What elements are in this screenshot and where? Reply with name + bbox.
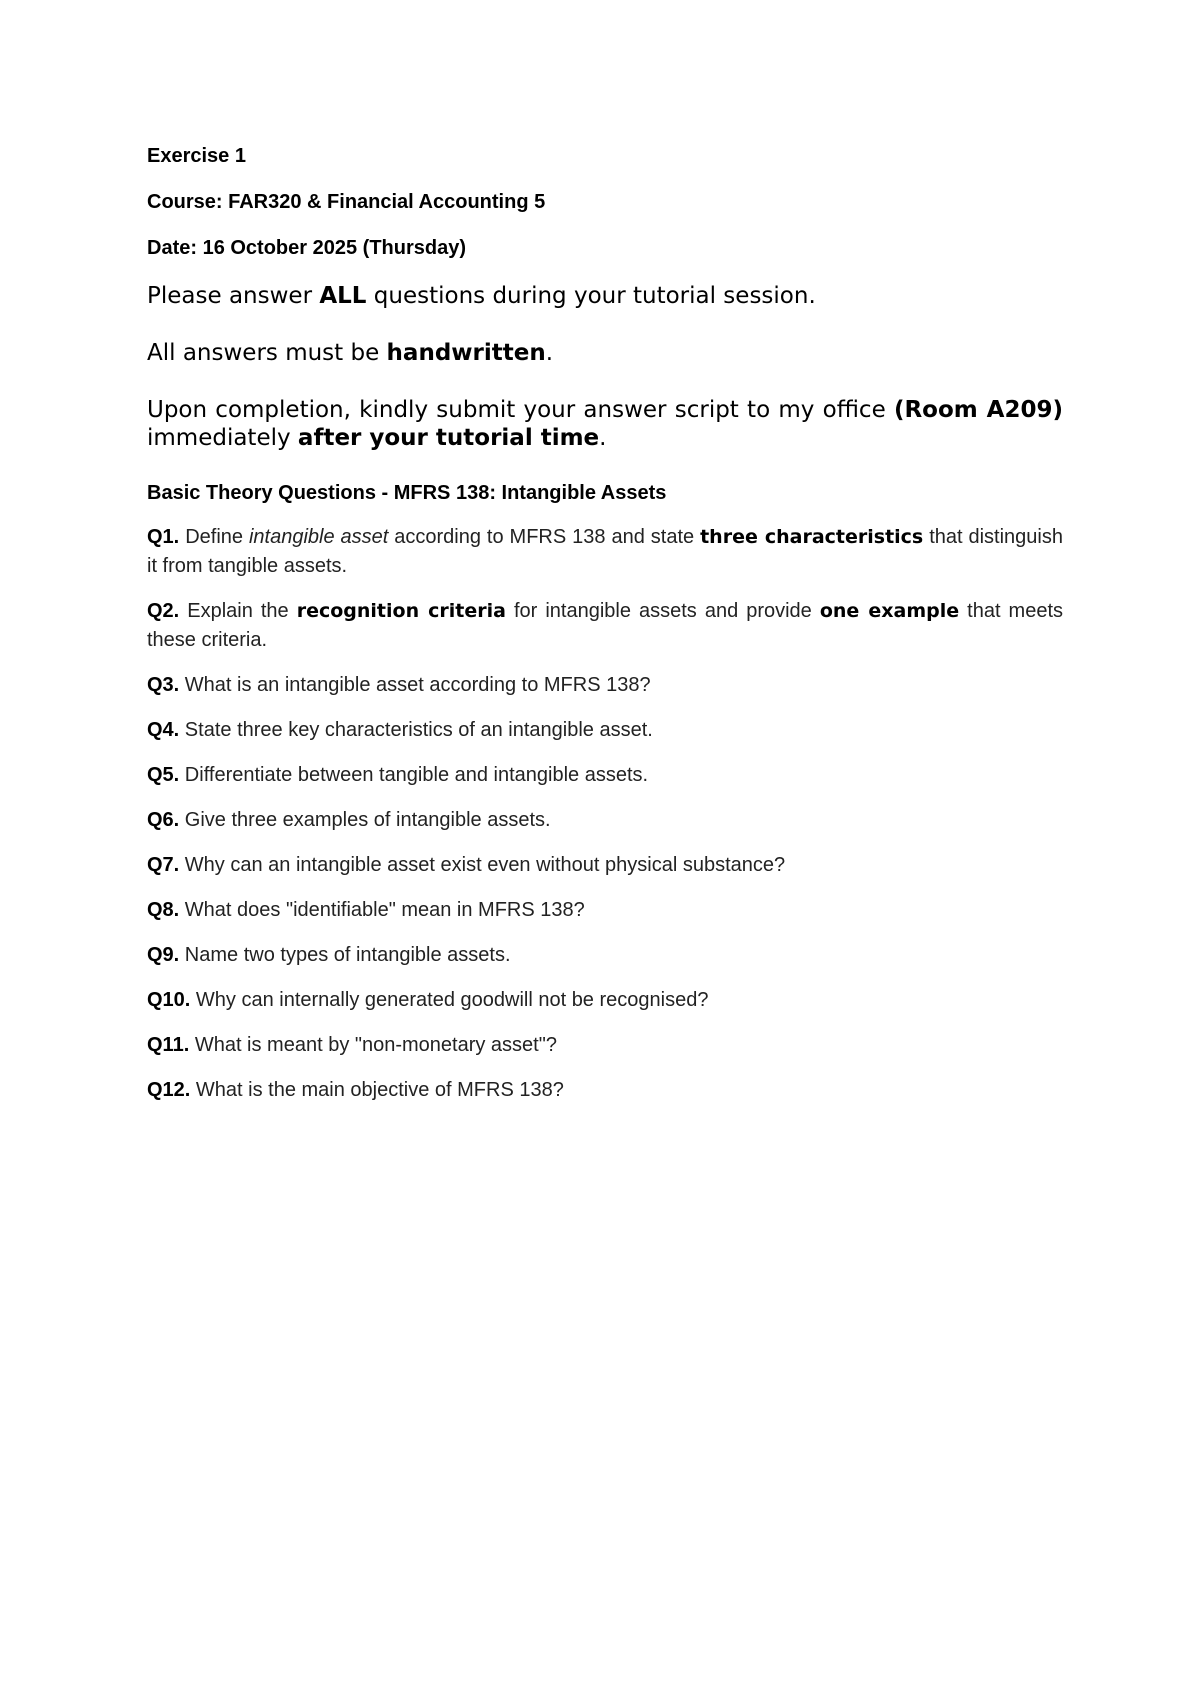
- question-text: Explain the: [179, 600, 297, 622]
- question-text: What is meant by "non-monetary asset"?: [189, 1034, 557, 1056]
- question-text: What does "identifiable" mean in MFRS 138?: [179, 899, 585, 921]
- question-6: [147, 806, 1063, 835]
- question-text: Give three examples of intangible assets.: [179, 809, 551, 831]
- question-text: that meets these criteria.: [147, 600, 1063, 651]
- instruction-text: .: [545, 340, 554, 366]
- question-text: Define: [179, 526, 249, 548]
- question-number: Q8.: [147, 899, 180, 921]
- instruction-answer-all: [147, 282, 1063, 310]
- question-term: intangible asset: [248, 526, 389, 548]
- question-1: [147, 523, 1063, 581]
- question-10: [147, 986, 1063, 1015]
- question-text: Differentiate between tangible and intangible assets.: [179, 764, 649, 786]
- question-text: that distinguish it from tangible assets.: [147, 526, 1063, 577]
- section-title: Basic Theory Questions - MFRS 138: Intangible Assets: [147, 482, 667, 504]
- instruction-emphasis: handwritten: [386, 340, 546, 366]
- question-7: [147, 851, 1063, 880]
- question-number: Q6.: [147, 809, 180, 831]
- course-line: Course: FAR320 & Financial Accounting 5: [147, 191, 546, 213]
- question-text: State three key characteristics of an intangible asset.: [179, 719, 653, 741]
- instruction-text: immediately: [147, 425, 298, 451]
- question-3: [147, 671, 1063, 700]
- instruction-submission: [147, 396, 1063, 452]
- question-11: [147, 1031, 1063, 1060]
- question-5: [147, 761, 1063, 790]
- question-emphasis: one example: [819, 600, 960, 622]
- date-line: Date: 16 October 2025 (Thursday): [147, 237, 466, 259]
- instruction-handwritten: [147, 339, 1063, 367]
- question-emphasis: three characteristics: [700, 526, 924, 548]
- question-text: Why can an intangible asset exist even without physical substance?: [179, 854, 786, 876]
- question-number: Q9.: [147, 944, 180, 966]
- instruction-text: questions during your tutorial session.: [366, 283, 816, 309]
- question-text: Why can internally generated goodwill not be recognised?: [190, 989, 709, 1011]
- question-4: [147, 716, 1063, 745]
- question-number: Q12.: [147, 1079, 191, 1101]
- instruction-emphasis: after your tutorial time: [297, 425, 600, 451]
- instruction-text: Upon completion, kindly submit your answer script to my office: [147, 397, 894, 423]
- question-text: What is the main objective of MFRS 138?: [190, 1079, 564, 1101]
- question-8: [147, 896, 1063, 925]
- question-text: What is an intangible asset according to MFRS 138?: [179, 674, 651, 696]
- question-9: [147, 941, 1063, 970]
- question-text: according to MFRS 138 and state: [388, 526, 701, 548]
- question-number: Q1.: [147, 526, 180, 548]
- instruction-text: .: [599, 425, 607, 451]
- question-2: [147, 597, 1063, 655]
- question-number: Q4.: [147, 719, 180, 741]
- question-emphasis: recognition criteria: [296, 600, 506, 622]
- question-number: Q5.: [147, 764, 180, 786]
- instruction-emphasis: ALL: [319, 283, 367, 309]
- question-number: Q2.: [147, 600, 180, 622]
- document-page: [147, 144, 1063, 1121]
- instruction-text: All answers must be: [147, 340, 387, 366]
- question-number: Q10.: [147, 989, 191, 1011]
- question-text: for intangible assets and provide: [505, 600, 820, 622]
- question-text: Name two types of intangible assets.: [179, 944, 511, 966]
- exercise-title: Exercise 1: [147, 145, 246, 167]
- question-number: Q11.: [147, 1034, 190, 1056]
- question-number: Q3.: [147, 674, 180, 696]
- question-number: Q7.: [147, 854, 180, 876]
- question-12: [147, 1076, 1063, 1105]
- instruction-emphasis: (Room A209): [893, 397, 1063, 423]
- instruction-text: Please answer: [147, 283, 320, 309]
